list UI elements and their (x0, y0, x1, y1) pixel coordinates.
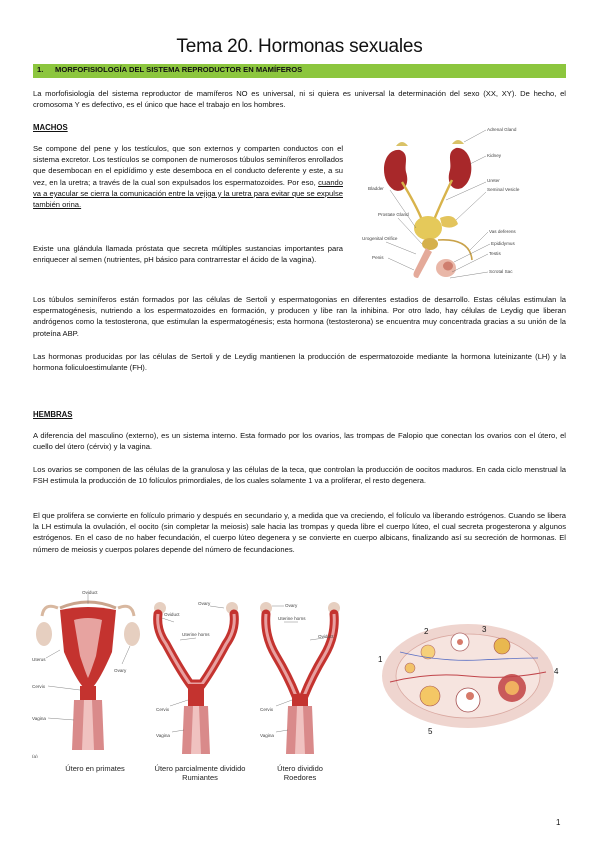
machos-paragraph-4: Las hormonas producidas por las células de Sertoli y de Leydig mantienen la producción de espermatozoide mediante la hormona luteinizante (LH) y la hormona foliculoestimulante (FH). (33, 352, 566, 373)
label-uterine-horns-2: Uterine horns (182, 632, 210, 637)
machos-paragraph-2: Existe una glándula llamada próstata que secreta múltiples sustancias importantes para enriquecer al semen (nutrientes, pH básico para contrarrestar el ácido de la vagina). (33, 244, 343, 265)
caption-uterus-rodents: Útero dividido Roedores (277, 764, 323, 782)
label-ovary-2: Ovary (198, 601, 211, 606)
section-number: 1. (37, 65, 44, 74)
intro-paragraph: La morfofisiología del sistema reproductor de mamíferos NO es universal, ni si quiera es universal la determinación del sexo (XX, XY). De hecho, el cromosoma Y es defectivo, es el único que hace el trabajo en los hombres. (33, 89, 566, 110)
label-bladder: Bladder (368, 186, 384, 191)
label-vas-deferens: Vas deferens (489, 229, 516, 234)
label-testis: Testis (489, 251, 501, 256)
ovary-number-2: 2 (424, 627, 429, 636)
hembras-paragraph-2: Los ovarios se componen de las células de la granulosa y las células de la teca, que controlan la producción de oocitos maduros. En cada ciclo menstrual la FSH estimula la producción de 10 folículos primordiales, de los cuales solamente 1 va a proliferar, el resto degenera. (33, 465, 566, 486)
ovary-number-1: 1 (378, 655, 383, 664)
label-cervix-2: Cervix (156, 707, 170, 712)
label-oviduct: Oviduct (82, 590, 98, 595)
label-oviduct-3: Oviduct (318, 634, 334, 639)
caption-uterus-primates: Útero en primates (65, 764, 125, 773)
ovary-number-5: 5 (428, 727, 433, 736)
uterus-ruminants-figure (150, 600, 242, 760)
ovary-number-4: 4 (554, 667, 559, 676)
label-ovary-3: Ovary (285, 603, 298, 608)
machos-heading: MACHOS (33, 123, 68, 132)
label-ovary: Ovary (114, 668, 127, 673)
label-vagina: Vagina (32, 716, 46, 721)
label-oviduct-2: Oviduct (164, 612, 180, 617)
label-epididymus: Epididymus (491, 241, 515, 246)
label-uterine-horns-3: Uterine horns (278, 616, 306, 621)
section-label: MORFOFISIOLOGÍA DEL SISTEMA REPRODUCTOR EN MAMÍFEROS (55, 65, 303, 74)
label-vagina-2: Vagina (156, 733, 170, 738)
label-ureter: Ureter (487, 178, 500, 183)
section-heading-bar (33, 64, 566, 78)
hembras-paragraph-1: A diferencia del masculino (externo), es un sistema interno. Esta formado por los ovarios, las trompas de Falopio que conectan los ovarios con el útero, el cuello del útero (cérvix) y la vagina. (33, 431, 566, 452)
label-cervix-3: Cervix (260, 707, 274, 712)
label-vagina-3: Vagina (260, 733, 274, 738)
male-reproductive-figure (360, 120, 566, 288)
label-urogenital-orifice: Urogenital Orifice (362, 236, 398, 241)
hembras-paragraph-3: El que prolifera se convierte en folículo primario y después en secundario y, a medida que va creciendo, el folículo va liberando estrógenos. Cuando se libera la LH estimula la ovulación, el oocito (sin completar la meiosis) sale hacia las trompas y queda libre el cuerpo lúteo, el cual secreta progesterona y algunos estrógenos. En el caso de no haber fecundación, el cuerpo lúteo degenera y se convierte en cuerpo albicans, finalizando así su secreción de hormonas. El número de meiosis y cuerpos polares depende del número de fecundaciones. (33, 511, 566, 554)
label-seminal-vesicle: Seminal Vesicle (487, 187, 520, 192)
label-adrenal-gland: Adrenal Gland (487, 127, 517, 132)
page-number: 1 (556, 818, 561, 827)
ovary-section-figure (370, 612, 566, 740)
uterus-rodents-figure (254, 600, 346, 760)
label-cervix: Cervix (32, 684, 46, 689)
label-kidney: Kidney (487, 153, 502, 158)
ovary-number-3: 3 (482, 625, 487, 634)
page-title: Tema 20. Hormonas sexuales (176, 36, 423, 57)
uterus-primates-figure (30, 590, 150, 758)
label-prostate: Prostate Gland (378, 212, 409, 217)
label-penis: Penis (372, 255, 384, 260)
label-a: (a) (32, 754, 38, 758)
label-scrotal-sac: Scrotal Sac (489, 269, 513, 274)
machos-paragraph-1: Se compone del pene y los testículos, que son externos y comparten conductos con el sistema excretor. Los testículos se componen de numerosos túbulos seminíferos enrollados que desembocan en el epidídimo y este desemboca en el conducto deferente y este, a su vez, en la uretra; a través de la cual son expulsados los espermatozoides. Por eso, cuando va a eyacular se cierra la comunicación entre la vejiga y la uretra para evitar que se expulse también orina. (33, 144, 343, 210)
hembras-heading: HEMBRAS (33, 410, 73, 419)
caption-uterus-ruminants: Útero parcialmente dividido Rumiantes (154, 764, 246, 782)
machos-underlined-text: cuando va a eyacular se cierra la comunicación entre la vejiga y la uretra para evitar que se expulse también orina. (33, 177, 343, 210)
label-uterus: Uterus (32, 657, 46, 662)
machos-paragraph-3: Los túbulos seminíferos están formados por las células de Sertoli y espermatogonias en diferentes estadios de desarrollo. Estas células estimulan la espermatogénesis, nutriendo a los espermatozoides en formación, y producen y libe ran la inhibina. Por otro lado, hay células de Leydig que liberan andrógenos como la testosterona, que estimulan la espermatogénesis; esta hormona (testosterona) se encuentra muy concentrada gracias a su unión de la proteína ABP. (33, 295, 566, 338)
